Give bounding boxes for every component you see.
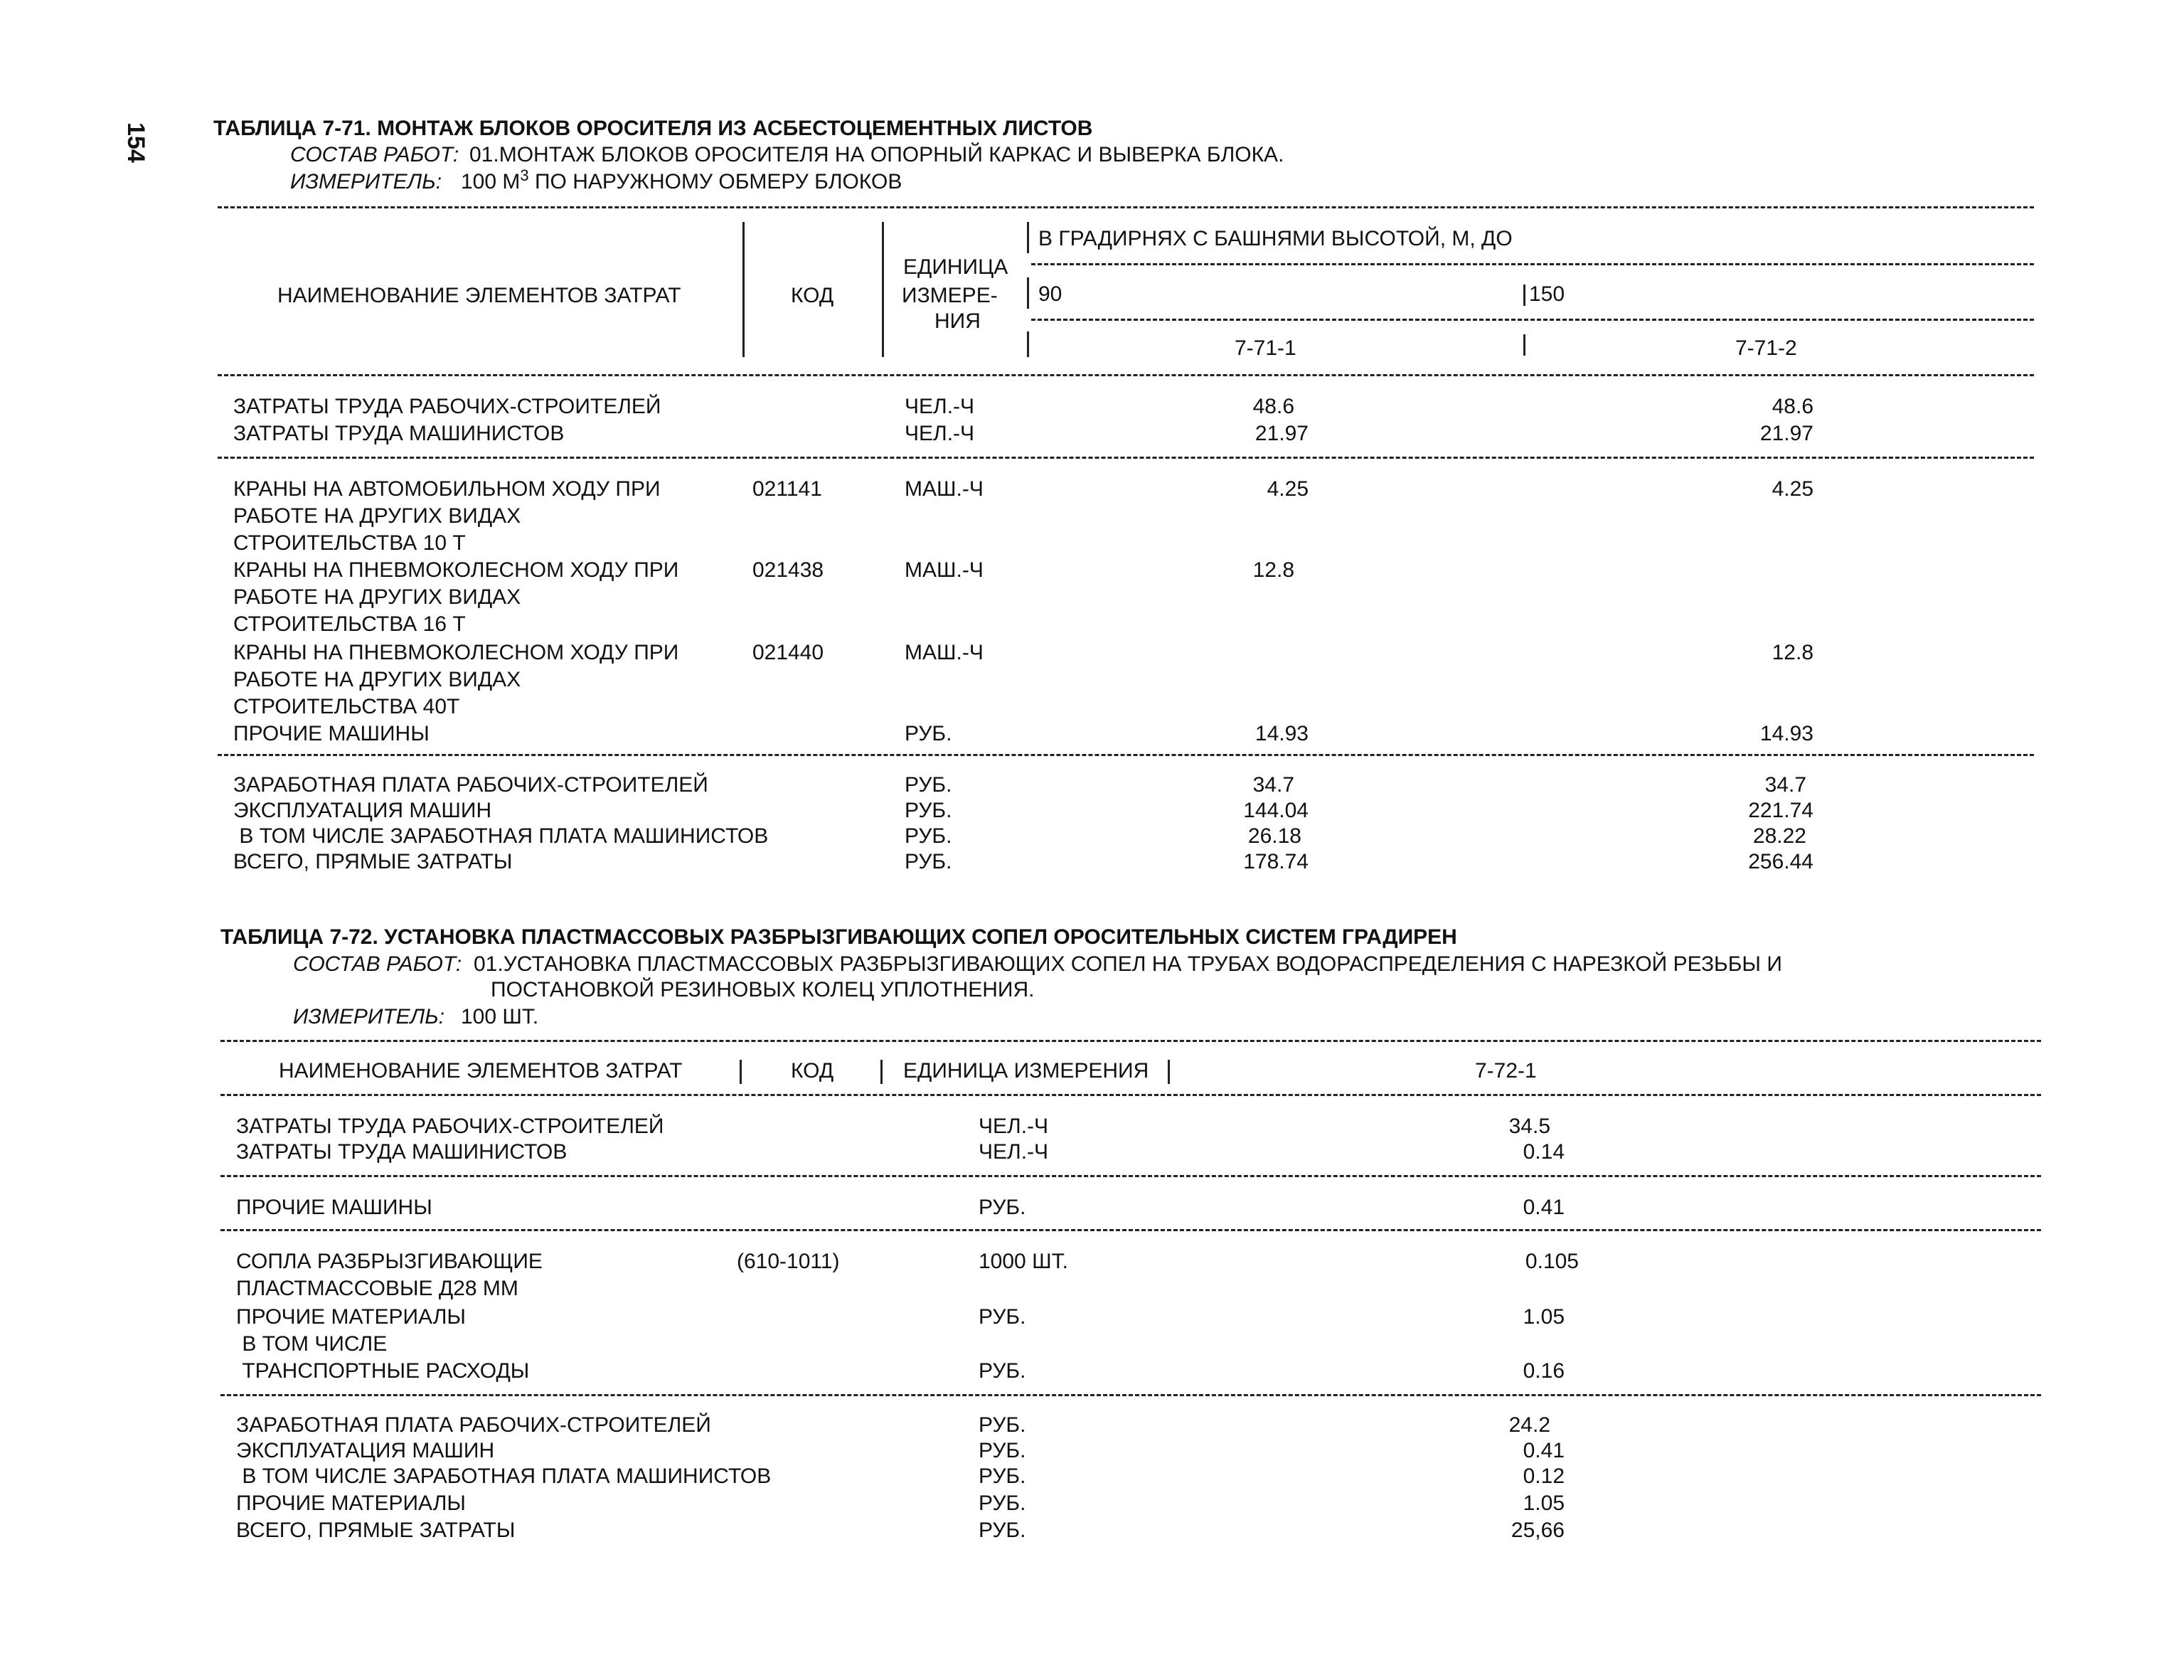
table1-machine-3-unit: РУБ. (905, 722, 952, 745)
table1-labor-1-v1: 21.97 (1255, 422, 1309, 445)
table1-total-0-v1: 34.7 (1252, 773, 1294, 797)
table2-machine-0-name: ПРОЧИЕ МАШИНЫ (236, 1196, 432, 1219)
table2-header-code: КОД (791, 1059, 834, 1083)
table2-total-4-unit: РУБ. (979, 1519, 1026, 1542)
table2-vbar-2 (880, 1060, 883, 1084)
table1-machine-2-v2: 12.8 (1772, 641, 1813, 664)
table2-header-name: НАИМЕНОВАНИЕ ЭЛЕМЕНТОВ ЗАТРАТ (279, 1059, 683, 1083)
table2-material-1-line-0: ПРОЧИЕ МАТЕРИАЛЫ (236, 1305, 466, 1329)
table1-total-3-unit: РУБ. (905, 850, 952, 873)
table1-rule-machines-bottom (218, 754, 2034, 756)
table1-header-unit-2: ИЗМЕРЕ- (902, 284, 998, 307)
table1-machine-0-unit: МАШ.-Ч (905, 477, 984, 501)
table1-machine-0-line-0: КРАНЫ НА АВТОМОБИЛЬНОМ ХОДУ ПРИ (233, 477, 661, 501)
table1-vbar-150 (1523, 285, 1525, 306)
table1-machine-2-line-2: СТРОИТЕЛЬСТВА 40Т (233, 695, 460, 718)
table2-labor-1-name: ЗАТРАТЫ ТРУДА МАШИНИСТОВ (236, 1140, 568, 1164)
table1-measure-label: ИЗМЕРИТЕЛЬ: (290, 170, 442, 193)
table1-labor-0-v2: 48.6 (1772, 395, 1813, 418)
table2-total-2-unit: РУБ. (979, 1464, 1026, 1488)
table2-rule-top (220, 1040, 2041, 1042)
table1-total-0-v2: 34.7 (1764, 773, 1806, 797)
table1-machine-0-v2: 4.25 (1772, 477, 1813, 501)
table1-measure-sup: 3 (520, 166, 529, 184)
table2-composition-label: СОСТАВ РАБОТ: (293, 952, 462, 976)
table1-total-3-v1: 178.74 (1243, 850, 1309, 873)
table1-measure-post: ПО НАРУЖНОМУ ОБМЕРУ БЛОКОВ (528, 170, 902, 193)
table1-header-h90: 90 (1038, 282, 1062, 306)
table1-machine-2-line-0: КРАНЫ НА ПНЕВМОКОЛЕСНОМ ХОДУ ПРИ (233, 641, 679, 664)
table2-total-3-unit: РУБ. (979, 1492, 1026, 1515)
table2-labor-1-v1: 0.14 (1523, 1140, 1565, 1164)
table1-composition-label: СОСТАВ РАБОТ: (290, 143, 459, 166)
table1-total-1-v2: 221.74 (1748, 799, 1813, 822)
table1-total-1-v1: 144.04 (1243, 799, 1309, 822)
table2-total-0-v1: 24.2 (1508, 1413, 1550, 1437)
table1-total-0-name: ЗАРАБОТНАЯ ПЛАТА РАБОЧИХ-СТРОИТЕЛЕЙ (233, 773, 708, 797)
table1-machine-2-code: 021440 (752, 641, 824, 664)
table1-total-1-unit: РУБ. (905, 799, 952, 822)
table1-machine-1-code: 021438 (752, 558, 824, 582)
table2-labor-1-unit: ЧЕЛ.-Ч (979, 1140, 1049, 1164)
table2-total-2-v1: 0.12 (1523, 1464, 1565, 1488)
table2-rule-header-bottom (220, 1094, 2041, 1096)
table1-total-2-v2: 28.22 (1752, 824, 1806, 848)
table2-material-0-line-1: ПЛАСТМАССОВЫЕ Д28 ММ (236, 1277, 518, 1300)
table1-header-name: НАИМЕНОВАНИЕ ЭЛЕМЕНТОВ ЗАТРАТ (277, 284, 681, 307)
page-number: 154 (122, 122, 149, 163)
table1-machine-0-line-1: РАБОТЕ НА ДРУГИХ ВИДАХ (233, 504, 521, 528)
table1-machine-3-v2: 14.93 (1759, 722, 1813, 745)
table1-composition-text: 01.МОНТАЖ БЛОКОВ ОРОСИТЕЛЯ НА ОПОРНЫЙ КАРКАС И ВЫВЕРКА БЛОКА. (469, 143, 1284, 166)
table1-machine-2-unit: МАШ.-Ч (905, 641, 984, 664)
table2-composition-text-2: ПОСТАНОВКОЙ РЕЗИНОВЫХ КОЛЕЦ УПЛОТНЕНИЯ. (491, 978, 1035, 1001)
table2-machine-0-unit: РУБ. (979, 1196, 1026, 1219)
table1-machine-1-line-1: РАБОТЕ НА ДРУГИХ ВИДАХ (233, 585, 521, 609)
table1-labor-1-name: ЗАТРАТЫ ТРУДА МАШИНИСТОВ (233, 422, 565, 445)
table2-labor-0-unit: ЧЕЛ.-Ч (979, 1115, 1049, 1138)
table1-machine-1-unit: МАШ.-Ч (905, 558, 984, 582)
table1-rule-header-bottom (218, 374, 2034, 376)
table1-labor-0-unit: ЧЕЛ.-Ч (905, 395, 975, 418)
table1-title: ТАБЛИЦА 7-71. МОНТАЖ БЛОКОВ ОРОСИТЕЛЯ ИЗ АСБЕСТОЦЕМЕНТНЫХ ЛИСТОВ (213, 117, 1093, 140)
table2-total-1-v1: 0.41 (1523, 1439, 1565, 1462)
table1-vbar-cols (1523, 334, 1525, 356)
table2-material-0-v1: 0.105 (1525, 1250, 1579, 1273)
table1-machine-1-line-2: СТРОИТЕЛЬСТВА 16 Т (233, 612, 466, 636)
table1-total-0-unit: РУБ. (905, 773, 952, 797)
table1-vbar-3b (1027, 277, 1029, 309)
table2-material-2-line-0: ТРАНСПОРТНЫЕ РАСХОДЫ (236, 1359, 530, 1383)
table2-total-1-name: ЭКСПЛУАТАЦИЯ МАШИН (236, 1439, 495, 1462)
table1-total-2-v1: 26.18 (1247, 824, 1301, 848)
table2-title: ТАБЛИЦА 7-72. УСТАНОВКА ПЛАСТМАССОВЫХ РАЗБРЫЗГИВАЮЩИХ СОПЕЛ ОРОСИТЕЛЬНЫХ СИСТЕМ ГРАДИРЕН (220, 925, 1457, 949)
table2-total-0-unit: РУБ. (979, 1413, 1026, 1437)
table1-total-2-name: В ТОМ ЧИСЛЕ ЗАРАБОТНАЯ ПЛАТА МАШИНИСТОВ (233, 824, 769, 848)
table1-vbar-1 (742, 222, 745, 357)
table2-material-1-unit: РУБ. (979, 1305, 1026, 1329)
table1-labor-1-unit: ЧЕЛ.-Ч (905, 422, 975, 445)
table2-measure-label: ИЗМЕРИТЕЛЬ: (293, 1005, 445, 1028)
table2-vbar-1 (740, 1060, 742, 1084)
table1-machine-1-line-0: КРАНЫ НА ПНЕВМОКОЛЕСНОМ ХОДУ ПРИ (233, 558, 679, 582)
table2-total-1-unit: РУБ. (979, 1439, 1026, 1462)
table1-total-3-name: ВСЕГО, ПРЯМЫЕ ЗАТРАТЫ (233, 850, 513, 873)
table2-material-0-code: (610-1011) (737, 1250, 840, 1273)
table1-total-2-unit: РУБ. (905, 824, 952, 848)
table2-material-1-v1: 1.05 (1523, 1305, 1565, 1329)
table1-header-h150: 150 (1529, 282, 1565, 306)
table2-rule-materials-bottom (220, 1394, 2041, 1396)
table1-measure-pre: 100 М (461, 170, 521, 193)
table2-total-3-v1: 1.05 (1523, 1492, 1565, 1515)
table2-rule-machines-bottom (220, 1229, 2041, 1231)
table2-header-col1: 7-72-1 (1475, 1059, 1537, 1083)
table1-header-unit-3: НИЯ (934, 309, 981, 333)
table2-material-2-unit: РУБ. (979, 1359, 1026, 1383)
table1-header-unit-1: ЕДИНИЦА (903, 255, 1008, 279)
table2-rule-labor-bottom (220, 1175, 2041, 1177)
table1-rule-labor-bottom (218, 457, 2034, 459)
table1-measure (461, 166, 902, 195)
table1-header-group: В ГРАДИРНЯХ С БАШНЯМИ ВЫСОТОЙ, М, ДО (1038, 227, 1513, 250)
table1-labor-1-v2: 21.97 (1759, 422, 1813, 445)
table2-total-4-name: ВСЕГО, ПРЯМЫЕ ЗАТРАТЫ (236, 1519, 516, 1542)
table1-machine-0-code: 021141 (752, 477, 822, 501)
table1-header-col2: 7-71-2 (1735, 336, 1797, 360)
table1-rule-top (218, 206, 2034, 208)
table1-labor-0-v1: 48.6 (1252, 395, 1294, 418)
table2-machine-0-v1: 0.41 (1523, 1196, 1565, 1219)
table1-machine-0-v1: 4.25 (1267, 477, 1309, 501)
table2-labor-0-name: ЗАТРАТЫ ТРУДА РАБОЧИХ-СТРОИТЕЛЕЙ (236, 1115, 664, 1138)
table1-header-code: КОД (791, 284, 834, 307)
table1-rule-heights (1031, 319, 2034, 321)
table2-total-4-v1: 25,66 (1511, 1519, 1565, 1542)
table1-machine-3-line-0: ПРОЧИЕ МАШИНЫ (233, 722, 430, 745)
table2-total-0-name: ЗАРАБОТНАЯ ПЛАТА РАБОЧИХ-СТРОИТЕЛЕЙ (236, 1413, 711, 1437)
table1-vbar-2 (882, 222, 884, 357)
table2-vbar-3 (1168, 1060, 1170, 1084)
table1-vbar-3c (1027, 331, 1029, 357)
table2-measure-text: 100 ШТ. (461, 1005, 539, 1028)
table2-material-2-v1: 0.16 (1523, 1359, 1565, 1383)
table2-labor-0-v1: 34.5 (1508, 1115, 1550, 1138)
table2-material-1-line-1: В ТОМ ЧИСЛЕ (236, 1332, 388, 1356)
table2-material-0-line-0: СОПЛА РАЗБРЫЗГИВАЮЩИЕ (236, 1250, 543, 1273)
table2-composition-text-1: 01.УСТАНОВКА ПЛАСТМАССОВЫХ РАЗБРЫЗГИВАЮЩИХ СОПЕЛ НА ТРУБАХ ВОДОРАСПРЕДЕЛЕНИЯ С НАРЕЗКОЙ РЕЗЬБЫ И (474, 952, 1782, 976)
table1-rule-group (1031, 263, 2034, 265)
table1-machine-3-v1: 14.93 (1255, 722, 1309, 745)
table1-machine-1-v1: 12.8 (1252, 558, 1294, 582)
table1-vbar-3a (1027, 222, 1029, 253)
table1-total-1-name: ЭКСПЛУАТАЦИЯ МАШИН (233, 799, 492, 822)
table2-total-2-name: В ТОМ ЧИСЛЕ ЗАРАБОТНАЯ ПЛАТА МАШИНИСТОВ (236, 1464, 772, 1488)
table1-total-3-v2: 256.44 (1748, 850, 1813, 873)
table2-total-3-name: ПРОЧИЕ МАТЕРИАЛЫ (236, 1492, 466, 1515)
table2-header-unit: ЕДИНИЦА ИЗМЕРЕНИЯ (903, 1059, 1149, 1083)
table1-machine-0-line-2: СТРОИТЕЛЬСТВА 10 Т (233, 531, 466, 555)
table1-machine-2-line-1: РАБОТЕ НА ДРУГИХ ВИДАХ (233, 668, 521, 691)
table1-header-col1: 7-71-1 (1235, 336, 1296, 360)
table1-labor-0-name: ЗАТРАТЫ ТРУДА РАБОЧИХ-СТРОИТЕЛЕЙ (233, 395, 661, 418)
table2-material-0-unit: 1000 ШТ. (979, 1250, 1068, 1273)
